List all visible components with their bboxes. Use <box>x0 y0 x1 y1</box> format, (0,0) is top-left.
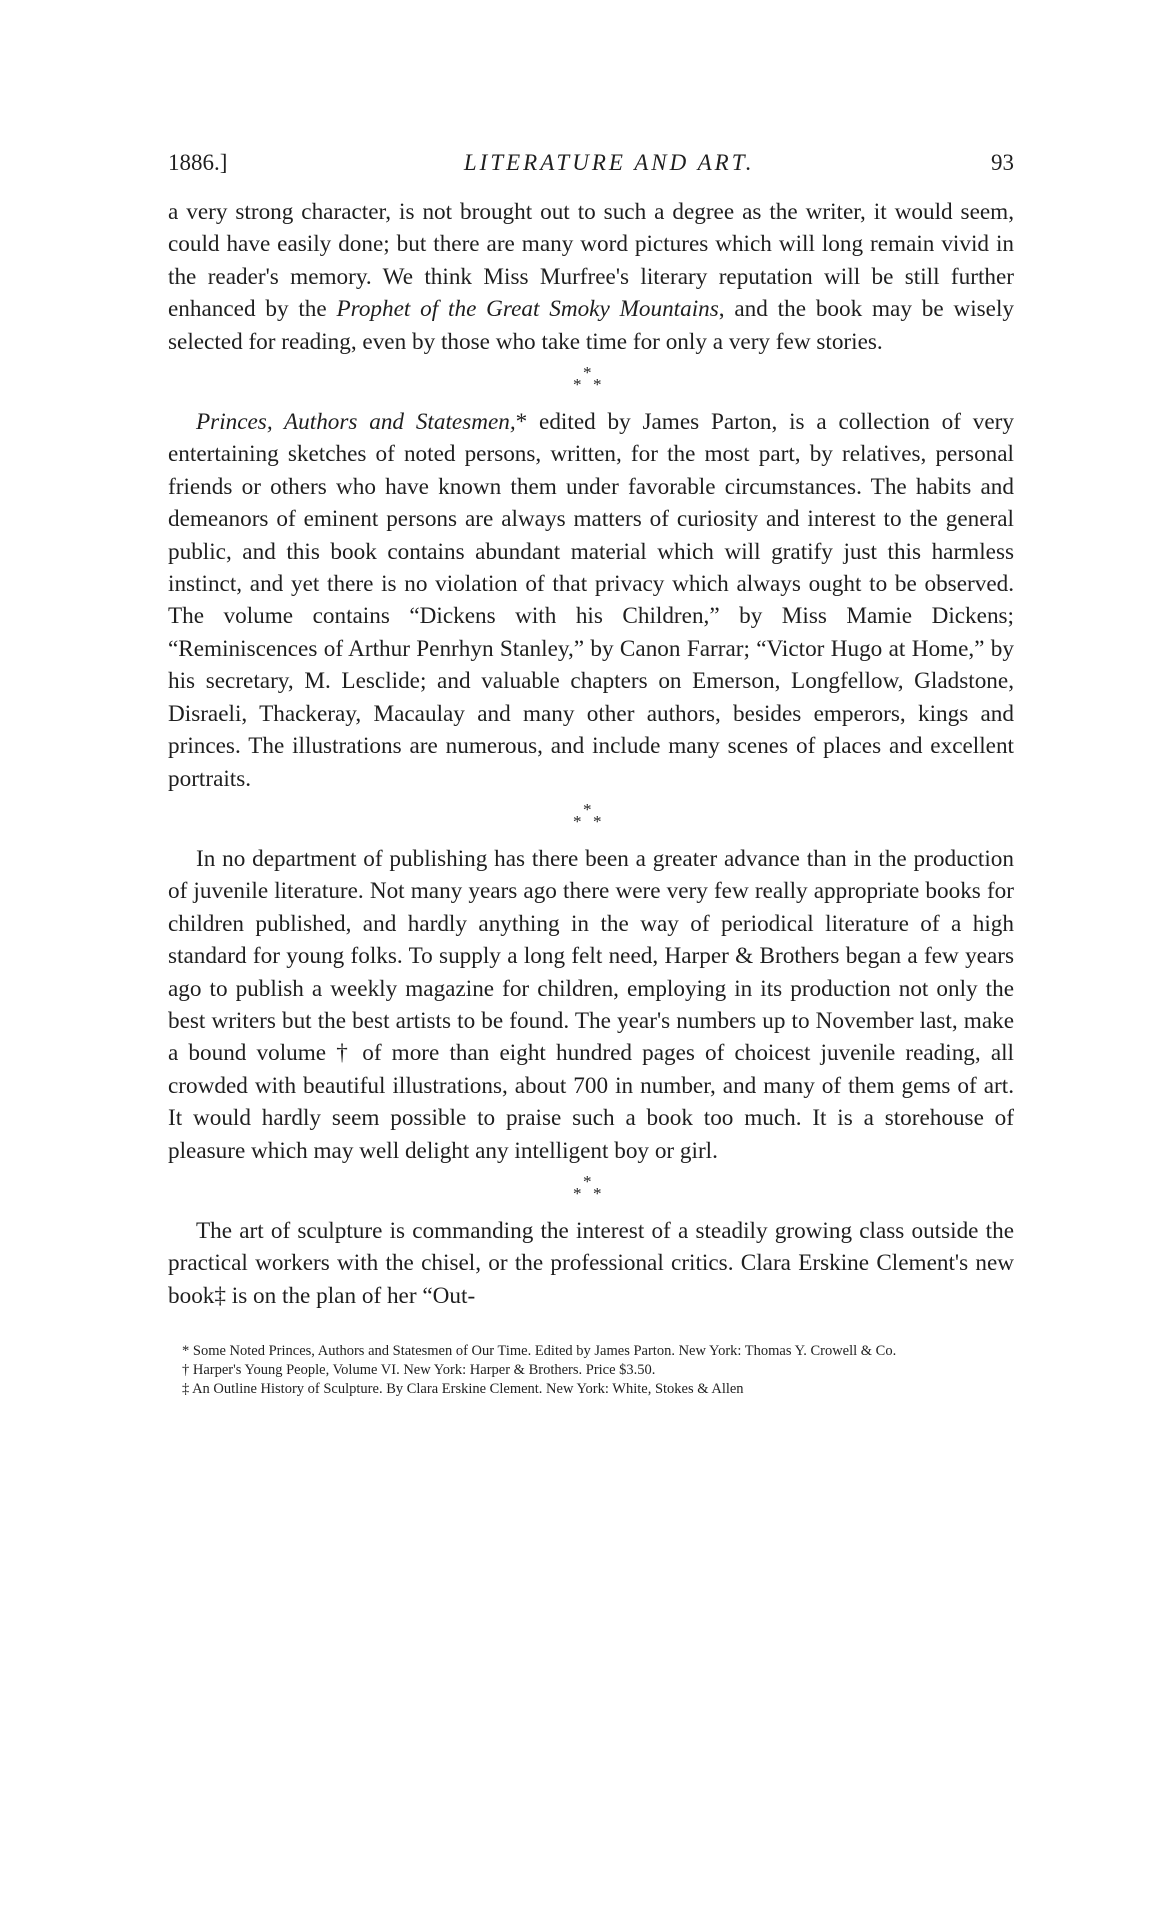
footnote-3: ‡ An Outline History of Sculpture. By Clara Erskine Clement. New York: White, Stokes & Allen <box>182 1381 744 1398</box>
paragraph-2-text: * edited by James Parton, is a collection of very entertaining sketches of noted persons, written, for the most part, by relatives, personal friends or others who have known them under favorable circumstances. The habits and demeanors of eminent persons are always matters of curiosity and interest to the general public, and this book contains abundant material which will gratify just this harmless instinct, and yet there is no violation of that privacy which always ought to be observed. The volume contains “Dickens with his Children,” by Miss Mamie Dickens; “Reminiscences of Arthur Penrhyn Stanley,” by Canon Farrar; “Victor Hugo at Home,” by his secretary, M. Lesclide; and valuable chapters on Emerson, Longfellow, Gladstone, Disraeli, Thackeray, Macaulay and many other authors, besides emperors, kings and princes. The illustrations are numerous, and include many scenes of places and excellent portraits. <box>168 409 1015 792</box>
asterism-star: * <box>593 811 602 831</box>
asterism-star: * <box>573 811 582 831</box>
paragraph-2 <box>168 406 1014 795</box>
footnotes <box>168 1342 1014 1399</box>
book-title-princes: Princes, Authors and Statesmen, <box>196 409 516 436</box>
asterism-star: * <box>583 363 592 383</box>
paragraph-1 <box>168 196 1014 358</box>
asterism-star: * <box>583 799 592 819</box>
footnote-2: † Harper's Young People, Volume VI. New York: Harper & Brothers. Price $3.50. <box>182 1362 656 1379</box>
asterism-star: * <box>593 1183 602 1203</box>
asterism-star: * <box>573 375 582 395</box>
paragraph-1-text-a: a very strong character, is not brought out to such a degree as the writer, it would seem, could have easily done; but there are many word pictures which will long remain vivid in the reader's memory. We think Miss Murfree's literary reputation will be still further enhanced by the <box>168 199 1014 323</box>
article-body <box>168 196 1014 1312</box>
header-title: LITERATURE AND ART. <box>463 150 755 175</box>
header-year: 1886.] <box>168 150 228 175</box>
asterism-star: * <box>583 1171 592 1191</box>
asterism-star: * <box>593 375 602 395</box>
section-divider-asterism <box>571 360 611 406</box>
page-number: 93 <box>991 150 1014 175</box>
page <box>168 150 1014 1399</box>
paragraph-1-text-c: , and the book may be wisely selected for reading, even by those who take time for only a very few stories. <box>168 296 1014 355</box>
section-divider-asterism <box>571 1169 611 1215</box>
asterism-star: * <box>573 1183 582 1203</box>
paragraph-4: The art of sculpture is commanding the interest of a steadily growing class outside the practical workers with the chisel, or the professional critics. Clara Erskine Clement's new book‡ is on the plan of her “Out- <box>168 1217 1014 1309</box>
running-head <box>168 150 1014 190</box>
footnote-1: * Some Noted Princes, Authors and Statesmen of Our Time. Edited by James Parton. New York: Thomas Y. Crowell & Co. <box>182 1343 897 1360</box>
paragraph-3: In no department of publishing has there been a greater advance than in the production of juvenile literature. Not many years ago there were very few really appropriate books for children published, and hardly anything in the way of periodical literature of a high standard for young folks. To supply a long felt need, Harper & Brothers began a few years ago to publish a weekly magazine for children, employing in its production not only the best writers but the best artists to be found. The year's numbers up to November last, make a bound volume † of more than eight hundred pages of choicest juvenile reading, all crowded with beautiful illustrations, about 700 in number, and many of them gems of art. It would hardly seem possible to praise such a book too much. It is a storehouse of pleasure which may well delight any intelligent boy or girl. <box>168 845 1014 1164</box>
book-title-prophet: Prophet of the Great Smoky Mountains <box>336 296 719 323</box>
section-divider-asterism <box>571 797 611 843</box>
